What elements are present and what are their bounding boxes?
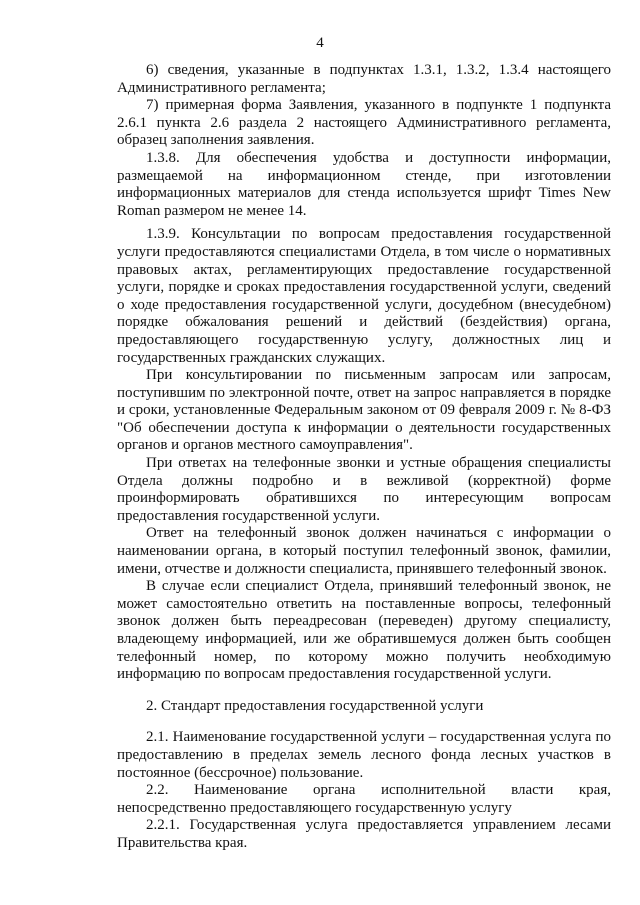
paragraph-phone-answer: Ответ на телефонный звонок должен начинаться с информации о наименовании органа, в который поступил телефонный звонок, фамилии, имени, отчестве и должности специалиста, принявшего телефонный звонок. bbox=[117, 525, 611, 577]
page-number: 4 bbox=[316, 35, 324, 51]
paragraph-phone-calls: При ответах на телефонные звонки и устные обращения специалисты Отдела должны подробно и в вежливой (корректной) форме проинформировать обратившихся по интересующим вопросам предоставления государственной услуги. bbox=[117, 455, 611, 524]
paragraph-list-item-6: 6) сведения, указанные в подпунктах 1.3.1, 1.3.2, 1.3.4 настоящего Административного регламента; bbox=[117, 62, 611, 96]
paragraph-2-1: 2.1. Наименование государственной услуги – государственная услуга по предоставлению в пределах земель лесного фонда лесных участков в постоянное (бессрочное) пользование. bbox=[117, 729, 611, 781]
paragraph-2-2: 2.2. Наименование органа исполнительной власти края, непосредственно предоставляющего государственную услугу bbox=[117, 782, 611, 816]
paragraph-list-item-7: 7) примерная форма Заявления, указанного в подпункте 1 подпункта 2.6.1 пункта 2.6 раздела 2 настоящего Административного регламента, образец заполнения заявления. bbox=[117, 97, 611, 149]
paragraph-1-3-9: 1.3.9. Консультации по вопросам предоставления государственной услуги предоставляются специалистами Отдела, в том числе о нормативных правовых актах, регламентирующих предоставление государственной услуги, порядке и сроках предоставления государственной услуги, сведений о ходе предоставления государственной услуги, досудебном (внесудебном) порядке обжалования решений и действий (бездействия) органа, предоставляющего государственную услугу, должностных лиц и государственных гражданских служащих. bbox=[117, 226, 611, 366]
section-heading: 2. Стандарт предоставления государственной услуги bbox=[146, 697, 484, 714]
document-body bbox=[117, 62, 611, 853]
paragraph-call-redirect: В случае если специалист Отдела, принявший телефонный звонок, не может самостоятельно ответить на поставленные вопросы, телефонный звонок должен быть переадресован (переведен) другому специалисту, владеющему информацией, или же обратившемуся должен быть сообщен телефонный номер, по которому можно получить необходимую информацию по вопросам предоставления государственной услуги. bbox=[117, 578, 611, 683]
paragraph-1-3-8: 1.3.8. Для обеспечения удобства и доступности информации, размещаемой на информационном стенде, при изготовлении информационных материалов для стенда используется шрифт Times New Roman размером не менее 14. bbox=[117, 149, 611, 219]
paragraph-2-2-1: 2.2.1. Государственная услуга предоставляется управлением лесами Правительства края. bbox=[117, 817, 611, 851]
paragraph-written-requests: При консультировании по письменным запросам или запросам, поступившим по электронной почте, ответ на запрос направляется в порядке и сроки, установленные Федеральным законом от 09 февраля 2009 г. № 8-ФЗ "Об обеспечении доступа к информации о деятельности государственных органов и органов местного самоуправления". bbox=[117, 367, 611, 454]
